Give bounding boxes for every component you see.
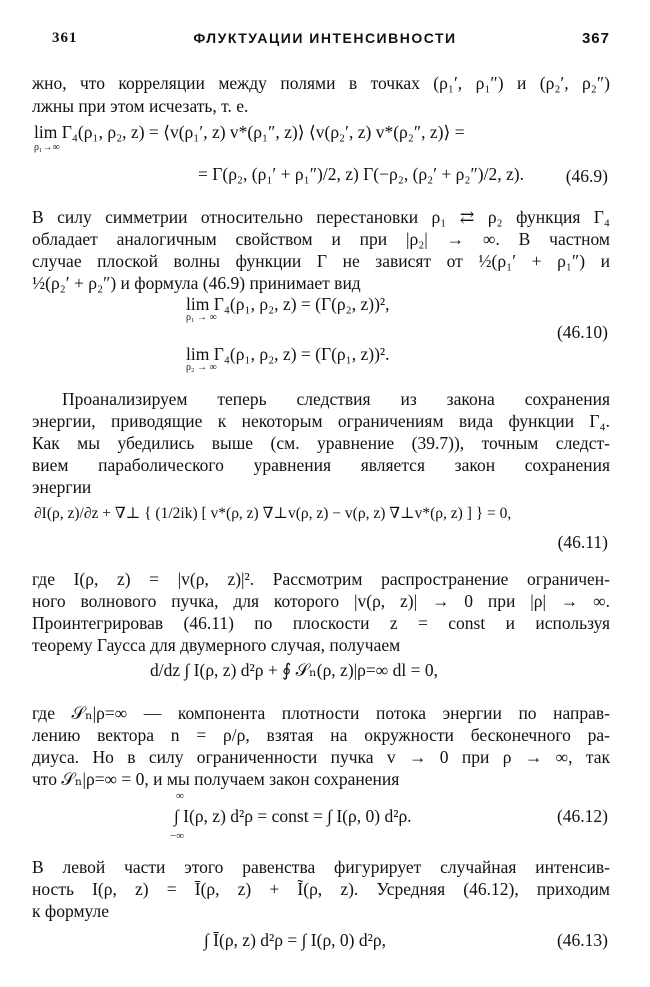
text-line: энергии	[32, 477, 92, 497]
text-line: ½(ρ₂′ + ρ₂″) и формула (46.9) принимает вид	[32, 273, 361, 293]
text-line: что 𝒮ₙ|ρ=∞ = 0, и мы получаем закон сохранения	[32, 769, 400, 789]
text-line: ного волнового пучка, для которого |v(ρ, z)| → 0 при |ρ| → ∞.	[32, 591, 610, 611]
equation-gauss: d/dz ∫ I(ρ, z) d²ρ + ∮ 𝒮ₙ(ρ, z)|ρ=∞ dl = 0,	[150, 660, 438, 680]
integral-upper-limit: ∞	[176, 790, 184, 802]
page-number: 367	[581, 30, 610, 47]
equation-46-10-line1: lim Γ₄(ρ₁, ρ₂, z) = (Γ(ρ₂, z))²,	[186, 294, 390, 314]
header-left-mark: 361	[52, 30, 78, 46]
text-line: вием параболического уравнения является закон сохранения	[32, 455, 610, 475]
text-line: где I(ρ, z) = |v(ρ, z)|². Рассмотрим распространение ограничен-	[32, 569, 610, 589]
equation-46-11: ∂I(ρ, z)/∂z + ∇⊥ { (1/2ik) [ v*(ρ, z) ∇⊥v(ρ, z) − v(ρ, z) ∇⊥v*(ρ, z) ] } = 0,	[34, 505, 512, 522]
text-line: к формуле	[32, 901, 110, 921]
text-line: энергии, приводящие к некоторым ограничениям вида функции Γ₄.	[32, 411, 610, 431]
equation-number: (46.12)	[556, 806, 608, 826]
equation-46-13: ∫ Ī(ρ, z) d²ρ = ∫ I(ρ, 0) d²ρ,	[204, 930, 386, 950]
equation-number: (46.13)	[556, 930, 608, 950]
text-line: случае плоской волны функции Γ не зависят от ½(ρ₁′ + ρ₁″) и	[32, 251, 610, 271]
text-line: жно, что корреляции между полями в точках (ρ₁′, ρ₁″) и (ρ₂′, ρ₂″)	[32, 73, 610, 93]
equation-46-12: ∫ I(ρ, z) d²ρ = const = ∫ I(ρ, 0) d²ρ.	[174, 806, 412, 826]
limit-subscript: ρ₂ → ∞	[186, 362, 217, 373]
limit-subscript: ρ₁ → ∞	[186, 312, 217, 323]
text-line: В силу симметрии относительно перестановки ρ₁ ⇄ ρ₂ функция Γ₄	[32, 207, 610, 227]
text-line: Проанализируем теперь следствия из закона сохранения	[62, 389, 610, 409]
equation-number: (46.10)	[556, 322, 608, 342]
text-line: обладает аналогичным свойством и при |ρ₂| → ∞. В частном	[32, 229, 610, 249]
text-line: лению вектора n = ρ/ρ, взятая на окружности бесконечного ра-	[32, 725, 610, 745]
text-line: Проинтегрировав (46.11) по плоскости z = const и используя	[32, 613, 610, 633]
text-line: В левой части этого равенства фигурирует случайная интенсив-	[32, 857, 610, 877]
text-line: лжны при этом исчезать, т. е.	[32, 96, 249, 116]
text-line: Как мы убедились выше (см. уравнение (39.7)), точным следст-	[32, 433, 610, 453]
text-line: диуса. Но в силу ограниченности пучка v → 0 при ρ → ∞, так	[32, 747, 610, 767]
limit-subscript: ρ₁→∞	[34, 142, 60, 153]
equation-46-10-line2: lim Γ₄(ρ₁, ρ₂, z) = (Γ(ρ₁, z))².	[186, 344, 390, 364]
equation-number: (46.11)	[557, 532, 608, 552]
text-line: ность I(ρ, z) = Ī(ρ, z) + Ĩ(ρ, z). Усредняя (46.12), приходим	[32, 879, 610, 899]
running-title: ФЛУКТУАЦИИ ИНТЕНСИВНОСТИ	[193, 30, 457, 46]
text-line: где 𝒮ₙ|ρ=∞ — компонента плотности потока энергии по направ-	[32, 703, 610, 723]
equation-number: (46.9)	[565, 166, 608, 186]
text-line: теорему Гаусса для двумерного случая, получаем	[32, 635, 401, 655]
equation-46-9-line1: lim Γ₄(ρ₁, ρ₂, z) = ⟨v(ρ₁′, z) v*(ρ₁″, z)⟩ ⟨v(ρ₂′, z) v*(ρ₂″, z)⟩ =	[34, 122, 465, 142]
equation-46-9-line2: = Γ(ρ₂, (ρ₁′ + ρ₁″)/2, z) Γ(−ρ₂, (ρ₂′ + ρ₂″)/2, z).	[198, 164, 524, 184]
integral-lower-limit: −∞	[170, 830, 185, 842]
